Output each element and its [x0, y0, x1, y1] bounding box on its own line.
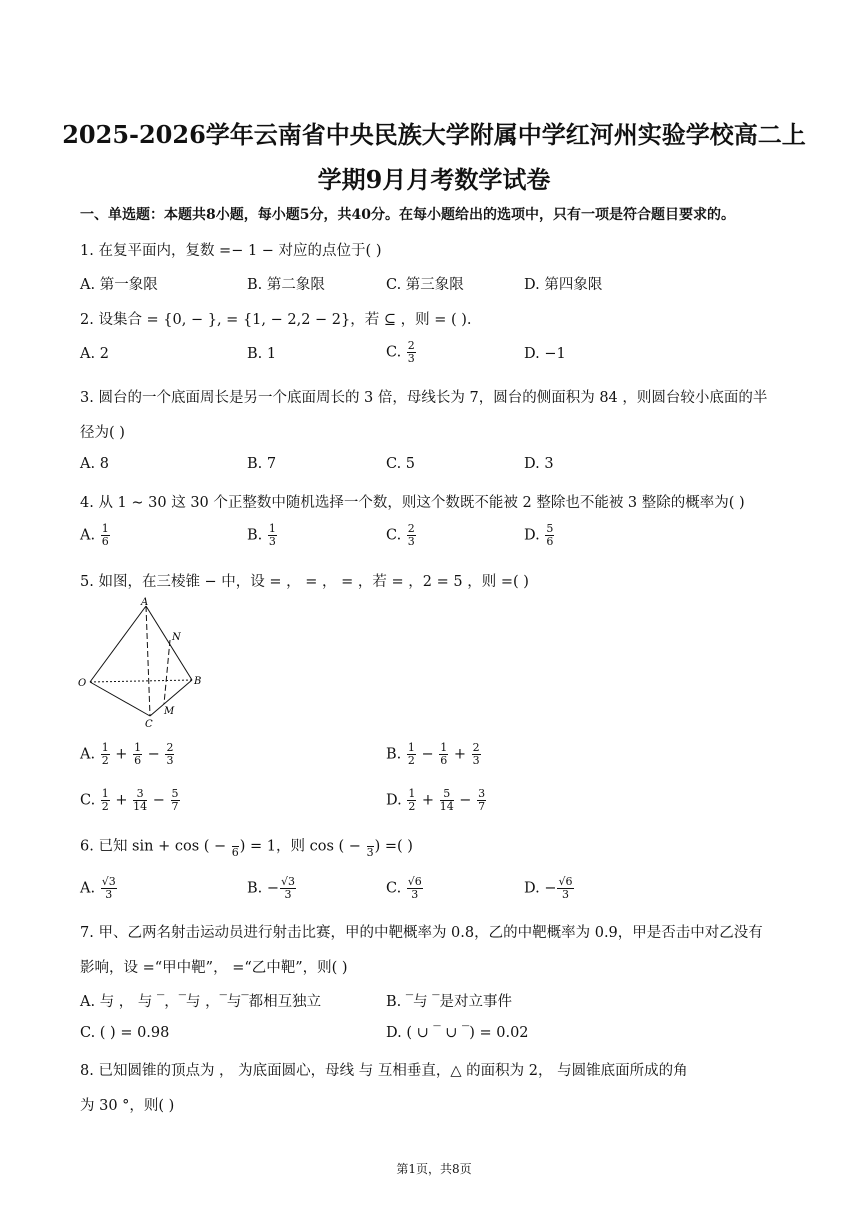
q5-b-frac2 — [439, 742, 448, 767]
q6-stem-part2: ) = 1，则 cos ( − — [239, 838, 366, 855]
q5-d-f3n: 3 — [478, 787, 486, 800]
q6-stem-part1: 6. 已知 sin + cos ( − — [80, 838, 231, 855]
edge-ac-hidden — [146, 606, 150, 716]
edge-ao — [90, 606, 146, 682]
q2-stem: 2. 设集合 = {0, − }, = {1, − 2,2 − 2}，若 ⊆ ，则 = ( ). — [80, 312, 472, 328]
q1-option-d: D. 第四象限 — [524, 277, 603, 293]
q7-option-a: A. 与 ， 与 ‾，‾与 ，‾与‾都相互独立 — [80, 994, 322, 1010]
q5-c-f1d: 2 — [101, 800, 109, 813]
q5-stem: 5. 如图，在三棱锥 − 中，设 = ， = ， = ，若 = ，2 = 5 ，则 =( ) — [80, 574, 529, 590]
q5-c-f1n: 1 — [101, 787, 109, 800]
q3-option-d: D. 3 — [524, 456, 554, 472]
q6-stem-frac2 — [367, 834, 374, 859]
q4-d-fraction — [545, 523, 554, 548]
q8-stem-line2: 为 30 °，则( ) — [80, 1098, 175, 1114]
q5-a-f2n: 1 — [134, 741, 142, 754]
q5-a-f1n: 1 — [101, 741, 109, 754]
edge-oc — [90, 682, 150, 716]
q5-b-frac1 — [407, 742, 416, 767]
q5-option-d — [386, 788, 487, 813]
q6-c-num: √6 — [407, 875, 422, 888]
q4-c-prefix: C. — [386, 527, 406, 544]
q7-stem-line1: 7. 甲、乙两名射击运动员进行射击比赛，甲的中靶概率为 0.8，乙的中靶概率为 0.9，甲是否击中对乙没有 — [80, 925, 763, 941]
q6-stem-part3: ) =( ) — [374, 838, 413, 855]
q6-option-d — [524, 876, 575, 901]
q5-b-f1d: 2 — [407, 754, 415, 767]
q3-option-b: B. 7 — [247, 456, 277, 472]
q3-stem-line1: 3. 圆台的一个底面周长是另一个底面周长的 3 倍，母线长为 7，圆台的侧面积为 84 ，则圆台较小底面的半 — [80, 390, 768, 406]
q5-d-frac3 — [477, 788, 486, 813]
q7-option-c: C. ( ) = 0.98 — [80, 1025, 170, 1041]
q5-a-frac1 — [101, 742, 110, 767]
q7-stem-line2: 影响，设 =“甲中靶”， =“乙中靶”，则( ) — [80, 960, 348, 976]
q5-c-frac3 — [171, 788, 180, 813]
q5-c-f2n: 3 — [133, 788, 147, 801]
q6-a-den: 3 — [105, 888, 113, 901]
q5-d-op1: + — [417, 792, 439, 809]
q6-stem-frac1 — [232, 834, 239, 859]
q5-option-b — [386, 742, 482, 767]
q4-d-den: 6 — [546, 535, 554, 548]
q5-c-op2: − — [148, 792, 170, 809]
q5-d-frac2 — [440, 788, 454, 813]
q4-c-num: 2 — [407, 522, 415, 535]
q5-d-f1d: 2 — [408, 800, 416, 813]
q5-b-prefix: B. — [386, 746, 406, 763]
q2-option-b: B. 1 — [247, 346, 277, 362]
q6-b-fraction — [280, 876, 296, 901]
q5-b-f2d: 6 — [440, 754, 448, 767]
label-m: M — [164, 706, 175, 717]
q5-b-op2: + — [449, 746, 471, 763]
q6-b-den: 3 — [284, 888, 292, 901]
q4-a-num: 1 — [101, 522, 109, 535]
q5-d-f3d: 7 — [478, 800, 486, 813]
q5-b-f2n: 1 — [440, 741, 448, 754]
q4-option-a — [80, 523, 111, 548]
q4-b-fraction — [268, 523, 277, 548]
q4-option-d — [524, 523, 555, 548]
q2-option-c-prefix: C. — [386, 344, 406, 361]
q5-d-f2d: 14 — [439, 800, 454, 813]
q3-option-c: C. 5 — [386, 456, 416, 472]
q5-b-op1: − — [416, 746, 439, 763]
q4-option-b — [247, 523, 278, 548]
q5-c-op1: + — [110, 792, 133, 809]
q7-option-d: D. ( ∪ ‾ ∪ ‾) = 0.02 — [386, 1025, 529, 1041]
q5-d-f2n: 5 — [440, 788, 454, 801]
q6-option-c — [386, 876, 424, 901]
section-heading: 一、单选题：本题共8小题，每小题5分，共40分。在每小题给出的选项中，只有一项是符合题目要求的。 — [80, 207, 735, 223]
q5-c-prefix: C. — [80, 792, 100, 809]
q5-c-f2d: 14 — [133, 800, 148, 813]
label-n: N — [172, 632, 181, 643]
q5-a-frac2 — [133, 742, 142, 767]
q2-option-a: A. 2 — [80, 346, 109, 362]
q4-a-fraction — [101, 523, 110, 548]
q6-b-prefix: B. − — [247, 880, 280, 897]
q5-d-op2: − — [454, 792, 477, 809]
page-footer: 第1页，共8页 — [396, 1162, 472, 1176]
q5-a-f3d: 3 — [166, 754, 174, 767]
q5-a-f2d: 6 — [134, 754, 142, 767]
q4-b-den: 3 — [268, 535, 276, 548]
q1-option-c: C. 第三象限 — [386, 277, 464, 293]
edge-ab — [146, 606, 192, 680]
q2-option-d: D. −1 — [524, 346, 566, 362]
q5-c-frac2 — [133, 788, 147, 813]
q5-a-prefix: A. — [80, 746, 100, 763]
q6-stem-frac1-den: 6 — [231, 846, 239, 859]
q5-c-f3d: 7 — [171, 800, 179, 813]
q5-c-frac1 — [101, 788, 110, 813]
q2-c-num: 2 — [407, 339, 415, 352]
edge-ob-hidden — [90, 680, 192, 682]
segment-mn — [164, 640, 170, 704]
q6-a-num: √3 — [101, 875, 116, 888]
q5-a-frac3 — [165, 742, 174, 767]
q1-stem: 1. 在复平面内，复数 =− 1 − 对应的点位于( ) — [80, 243, 382, 259]
q4-a-den: 6 — [101, 535, 109, 548]
q5-a-f1d: 2 — [101, 754, 109, 767]
q4-d-num: 5 — [546, 522, 554, 535]
q5-b-frac3 — [472, 742, 481, 767]
q6-option-b — [247, 876, 297, 901]
q6-d-num: √6 — [558, 875, 573, 888]
q2-option-c-fraction — [407, 340, 416, 365]
q5-b-f3n: 2 — [472, 741, 480, 754]
q4-c-fraction — [407, 523, 416, 548]
label-a: A — [141, 597, 149, 608]
q5-d-f1n: 1 — [408, 787, 416, 800]
tetrahedron-figure — [78, 596, 208, 728]
q5-c-f3n: 5 — [171, 787, 179, 800]
q6-stem — [80, 834, 413, 859]
q5-d-prefix: D. — [386, 792, 407, 809]
q4-stem: 4. 从 1 ∼ 30 这 30 个正整数中随机选择一个数，则这个数既不能被 2 整除也不能被 3 整除的概率为( ) — [80, 495, 745, 511]
q4-c-den: 3 — [407, 535, 415, 548]
q2-option-c — [386, 340, 417, 365]
q1-option-b: B. 第二象限 — [247, 277, 325, 293]
q6-c-prefix: C. — [386, 880, 406, 897]
q5-option-c — [80, 788, 181, 813]
q5-b-f1n: 1 — [407, 741, 415, 754]
q6-option-a — [80, 876, 118, 901]
q6-d-fraction — [557, 876, 573, 901]
q5-option-a — [80, 742, 175, 767]
q6-a-fraction — [101, 876, 117, 901]
exam-title-line2: 学期9月月考数学试卷 — [317, 165, 551, 194]
q6-d-den: 3 — [561, 888, 569, 901]
q6-stem-frac2-den: 3 — [366, 846, 374, 859]
q6-c-den: 3 — [411, 888, 419, 901]
q6-b-num: √3 — [281, 875, 296, 888]
q3-stem-line2: 径为( ) — [80, 425, 125, 441]
q4-b-num: 1 — [268, 522, 276, 535]
q3-option-a: A. 8 — [80, 456, 109, 472]
label-o: O — [78, 678, 87, 689]
q5-b-f3d: 3 — [472, 754, 480, 767]
label-c: C — [145, 719, 153, 728]
q6-c-fraction — [407, 876, 423, 901]
label-b: B — [194, 676, 202, 687]
q7-option-b: B. ‾与 ‾是对立事件 — [386, 994, 512, 1010]
exam-title-line1: 2025-2026学年云南省中央民族大学附属中学红河州实验学校高二上 — [62, 120, 806, 149]
q5-d-frac1 — [407, 788, 416, 813]
q5-a-f3n: 2 — [166, 741, 174, 754]
q6-d-prefix: D. − — [524, 880, 557, 897]
q8-stem-line1: 8. 已知圆锥的顶点为 ， 为底面圆心，母线 与 互相垂直，△ 的面积为 2， 与圆锥底面所成的角 — [80, 1063, 688, 1079]
q5-a-op1: + — [110, 746, 133, 763]
q6-a-prefix: A. — [80, 880, 100, 897]
q1-option-a: A. 第一象限 — [80, 277, 158, 293]
q4-b-prefix: B. — [247, 527, 267, 544]
q4-d-prefix: D. — [524, 527, 545, 544]
q5-a-op2: − — [143, 746, 165, 763]
q4-a-prefix: A. — [80, 527, 100, 544]
q4-option-c — [386, 523, 417, 548]
q2-c-den: 3 — [407, 352, 415, 365]
